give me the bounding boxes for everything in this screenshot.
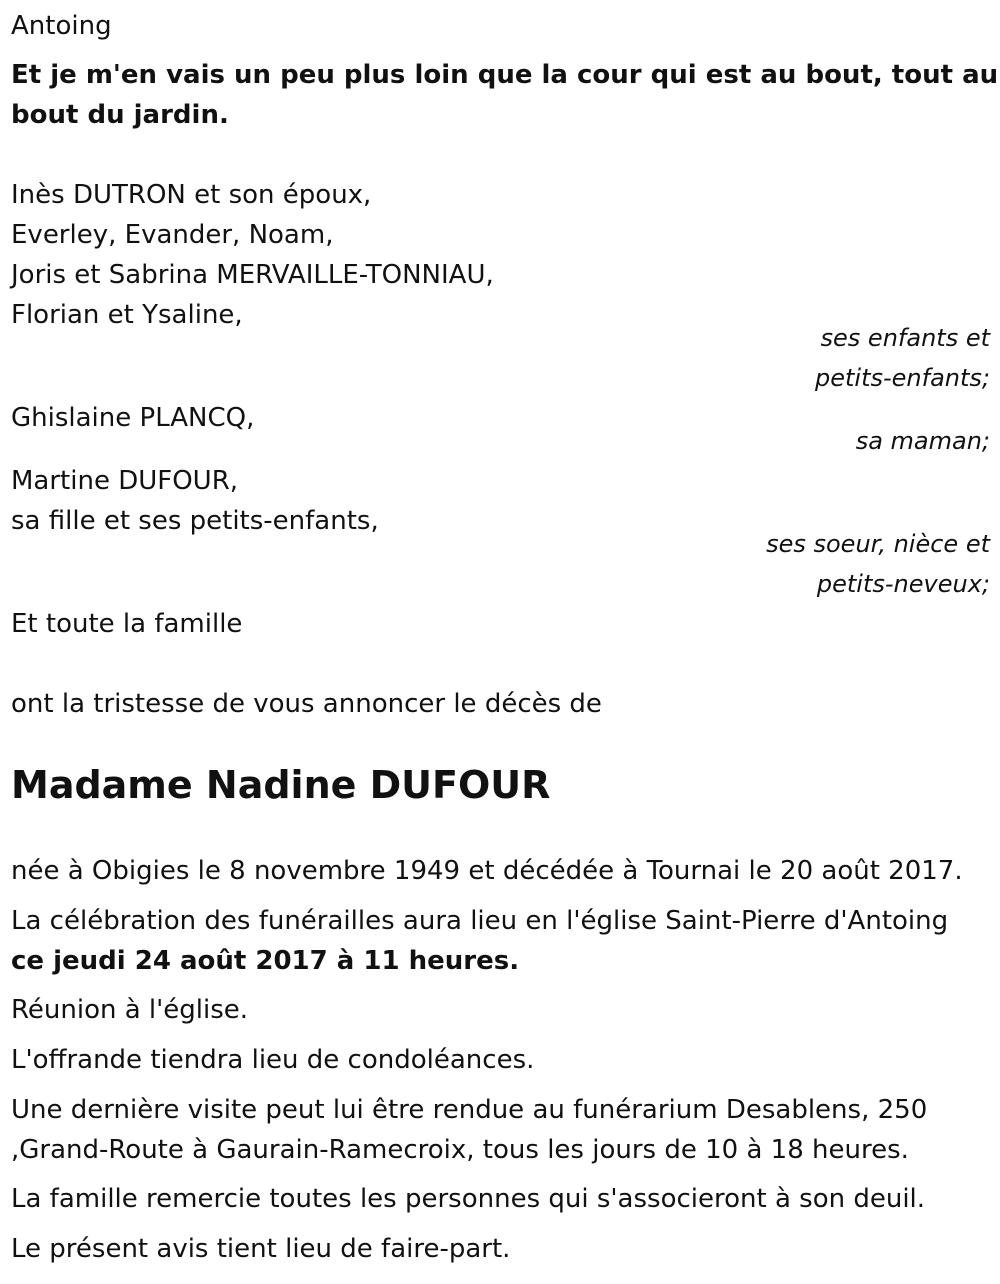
- announcement: ont la tristesse de vous annoncer le décès de: [11, 689, 602, 719]
- birth-death: née à Obigies le 8 novembre 1949 et décédée à Tournai le 20 août 2017.: [11, 856, 963, 886]
- thanks: La famille remercie toutes les personnes qui s'associeront à son deuil.: [11, 1184, 926, 1214]
- children-relation-2: petits-enfants;: [815, 364, 990, 392]
- offering: L'offrande tiendra lieu de condoléances.: [11, 1045, 535, 1075]
- child-name-1: Inès DUTRON et son époux,: [11, 180, 372, 210]
- child-name-4: Florian et Ysaline,: [11, 300, 243, 330]
- epigraph-line-1: Et je m'en vais un peu plus loin que la cour qui est au bout, tout au: [11, 60, 999, 90]
- mother-relation: sa maman;: [855, 427, 990, 455]
- sister-descendants: sa fille et ses petits-enfants,: [11, 506, 379, 536]
- epigraph-line-2: bout du jardin.: [11, 100, 229, 130]
- sister-relation-1: ses soeur, nièce et: [766, 530, 990, 558]
- child-name-2: Everley, Evander, Noam,: [11, 220, 334, 250]
- funeral-line-1: La célébration des funérailles aura lieu en l'église Saint-Pierre d'Antoing: [11, 906, 949, 936]
- deceased-name: Madame Nadine DUFOUR: [11, 763, 551, 807]
- children-relation-1: ses enfants et: [820, 324, 990, 352]
- funeral-date: ce jeudi 24 août 2017 à 11 heures.: [11, 946, 520, 976]
- visit-line-2: ,Grand-Route à Gaurain-Ramecroix, tous les jours de 10 à 18 heures.: [11, 1135, 909, 1165]
- sister-name: Martine DUFOUR,: [11, 466, 239, 496]
- location: Antoing: [11, 11, 112, 41]
- mother-name: Ghislaine PLANCQ,: [11, 403, 255, 433]
- whole-family: Et toute la famille: [11, 609, 243, 639]
- visit-line-1: Une dernière visite peut lui être rendue au funérarium Desablens, 250: [11, 1095, 928, 1125]
- meeting: Réunion à l'église.: [11, 995, 249, 1025]
- notice: Le présent avis tient lieu de faire-part.: [11, 1234, 511, 1264]
- sister-relation-2: petits-neveux;: [816, 570, 990, 598]
- child-name-3: Joris et Sabrina MERVAILLE-TONNIAU,: [11, 260, 494, 290]
